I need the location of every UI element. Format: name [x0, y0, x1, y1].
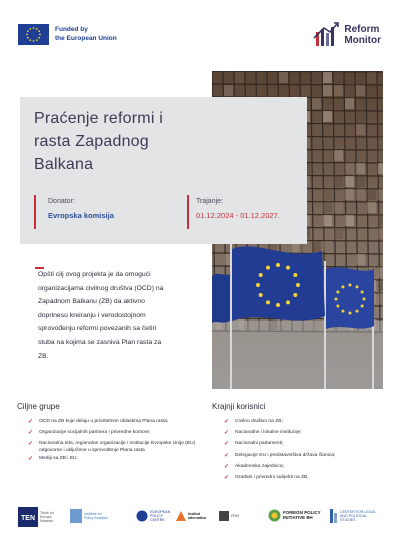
epc-mark-icon	[136, 509, 148, 523]
donor-label: Donator:	[48, 198, 75, 205]
duration-accent-bar	[187, 195, 189, 229]
list-item: ✓ Akademska zajednica;	[224, 463, 284, 470]
check-icon: ✓	[224, 452, 230, 459]
target-groups-list	[28, 419, 198, 467]
objective-line: Opšti cilj ovog projekta je da omogući	[38, 271, 151, 278]
eu-flag-icon	[18, 24, 49, 45]
list-item: ✓ Civilno društvo na ZB;	[224, 419, 283, 425]
check-icon: ✓	[224, 419, 230, 425]
list-item: ✓ Delegacije EU i predstavništva država članica;	[224, 452, 336, 459]
ia-mark-icon	[176, 511, 186, 521]
list-item: ✓ Nacionalna tela, regionalne organizacije i institucije Evropske Unije (EU) odgovorne i uključene u sprovođenje Plana rasta	[28, 441, 196, 453]
list-item: ✓ OCD na ZB koje deluju u prioritetnim oblastima Plana rasta;	[28, 419, 169, 425]
reform-monitor-logo	[310, 20, 381, 50]
title-line-1: Praćenje reformi i	[34, 110, 163, 127]
objective-text	[38, 268, 210, 363]
beneficiaries-list	[224, 419, 384, 486]
svg-text:TEN: TEN	[21, 515, 35, 522]
ten-mark-icon	[18, 507, 38, 527]
list-item: ✓ Nacionalni parlamenti;	[224, 441, 284, 448]
objective-line: organizacijama civilnog društva (OCD) na	[38, 284, 164, 292]
eu-funding-text	[55, 26, 117, 43]
duration-value: 01.12.2024 - 01.12.2027.	[196, 211, 280, 220]
objective-line: sprovođenju reformi povezanih sa četiri	[38, 325, 157, 333]
check-icon: ✓	[28, 430, 34, 437]
epc-logo: EUROPEAN POLICY CENTRE	[136, 509, 172, 523]
duration-label: Trajanje:	[196, 198, 223, 205]
rm-line-2: Monitor	[344, 35, 381, 46]
check-icon: ✓	[28, 441, 34, 448]
title-line-3: Balkana	[34, 156, 94, 173]
pdm-mark-icon	[219, 511, 229, 521]
fpi-globe-icon	[268, 509, 281, 522]
rm-line-1: Reform	[344, 24, 380, 35]
ten-logo: TEN Think for Europe Network	[18, 507, 62, 527]
check-icon: ✓	[224, 430, 230, 437]
partner-logos	[0, 505, 403, 535]
list-item: ✓ Mediji sa ZB i EU.	[28, 455, 78, 462]
institut-alternativa-logo: Institut alternativa	[176, 511, 216, 521]
beneficiaries-title: Krajnji korisnici	[212, 402, 266, 411]
eu-line-2: the European Union	[55, 34, 117, 42]
target-groups-title: Ciljne grupe	[17, 402, 60, 411]
eu-funding-logo	[18, 24, 117, 45]
clps-mark-icon	[330, 509, 338, 523]
list-item: ✓ Nacionalne i lokalne institucije;	[224, 430, 302, 437]
reform-monitor-text	[344, 24, 381, 46]
objective-line: Zapadnom Balkanu (ZB) da aktivno	[38, 298, 145, 306]
objective-line: ZB.	[38, 352, 49, 360]
pdm-logo: PDM	[219, 511, 247, 521]
check-icon: ✓	[28, 455, 34, 462]
title-card	[20, 97, 307, 244]
clps-logo: CENTER FOR LEGAL AND POLITICAL STUDIES	[330, 509, 380, 523]
list-item: ✓ Građani i privredni subjekti na ZB.	[224, 475, 309, 482]
objective-line: doprinesu kreiranju i verodostojnom	[38, 311, 146, 319]
check-icon: ✓	[224, 475, 230, 482]
objective-line: stuba na kojima se zasniva Plan rasta za	[38, 338, 162, 346]
page-title	[34, 107, 294, 176]
donor-accent-bar	[34, 195, 36, 229]
check-icon: ✓	[224, 463, 230, 470]
reform-monitor-arrow-icon	[310, 20, 340, 50]
check-icon: ✓	[224, 441, 230, 448]
eu-line-1: Funded by	[55, 26, 88, 33]
check-icon: ✓	[28, 419, 34, 425]
title-line-2: rasta Zapadnog	[34, 133, 149, 150]
ipa-mark-icon	[70, 509, 82, 523]
list-item: ✓ Organizacije socijalnih partnera i privredne komore;	[28, 430, 151, 437]
donor-value: Evropska komisija	[48, 211, 114, 220]
foreign-policy-initiative-logo: FOREIGN POLICY INITIATIVE BH	[268, 509, 327, 522]
ipa-logo: Institute for Policy Analysis	[70, 509, 112, 523]
